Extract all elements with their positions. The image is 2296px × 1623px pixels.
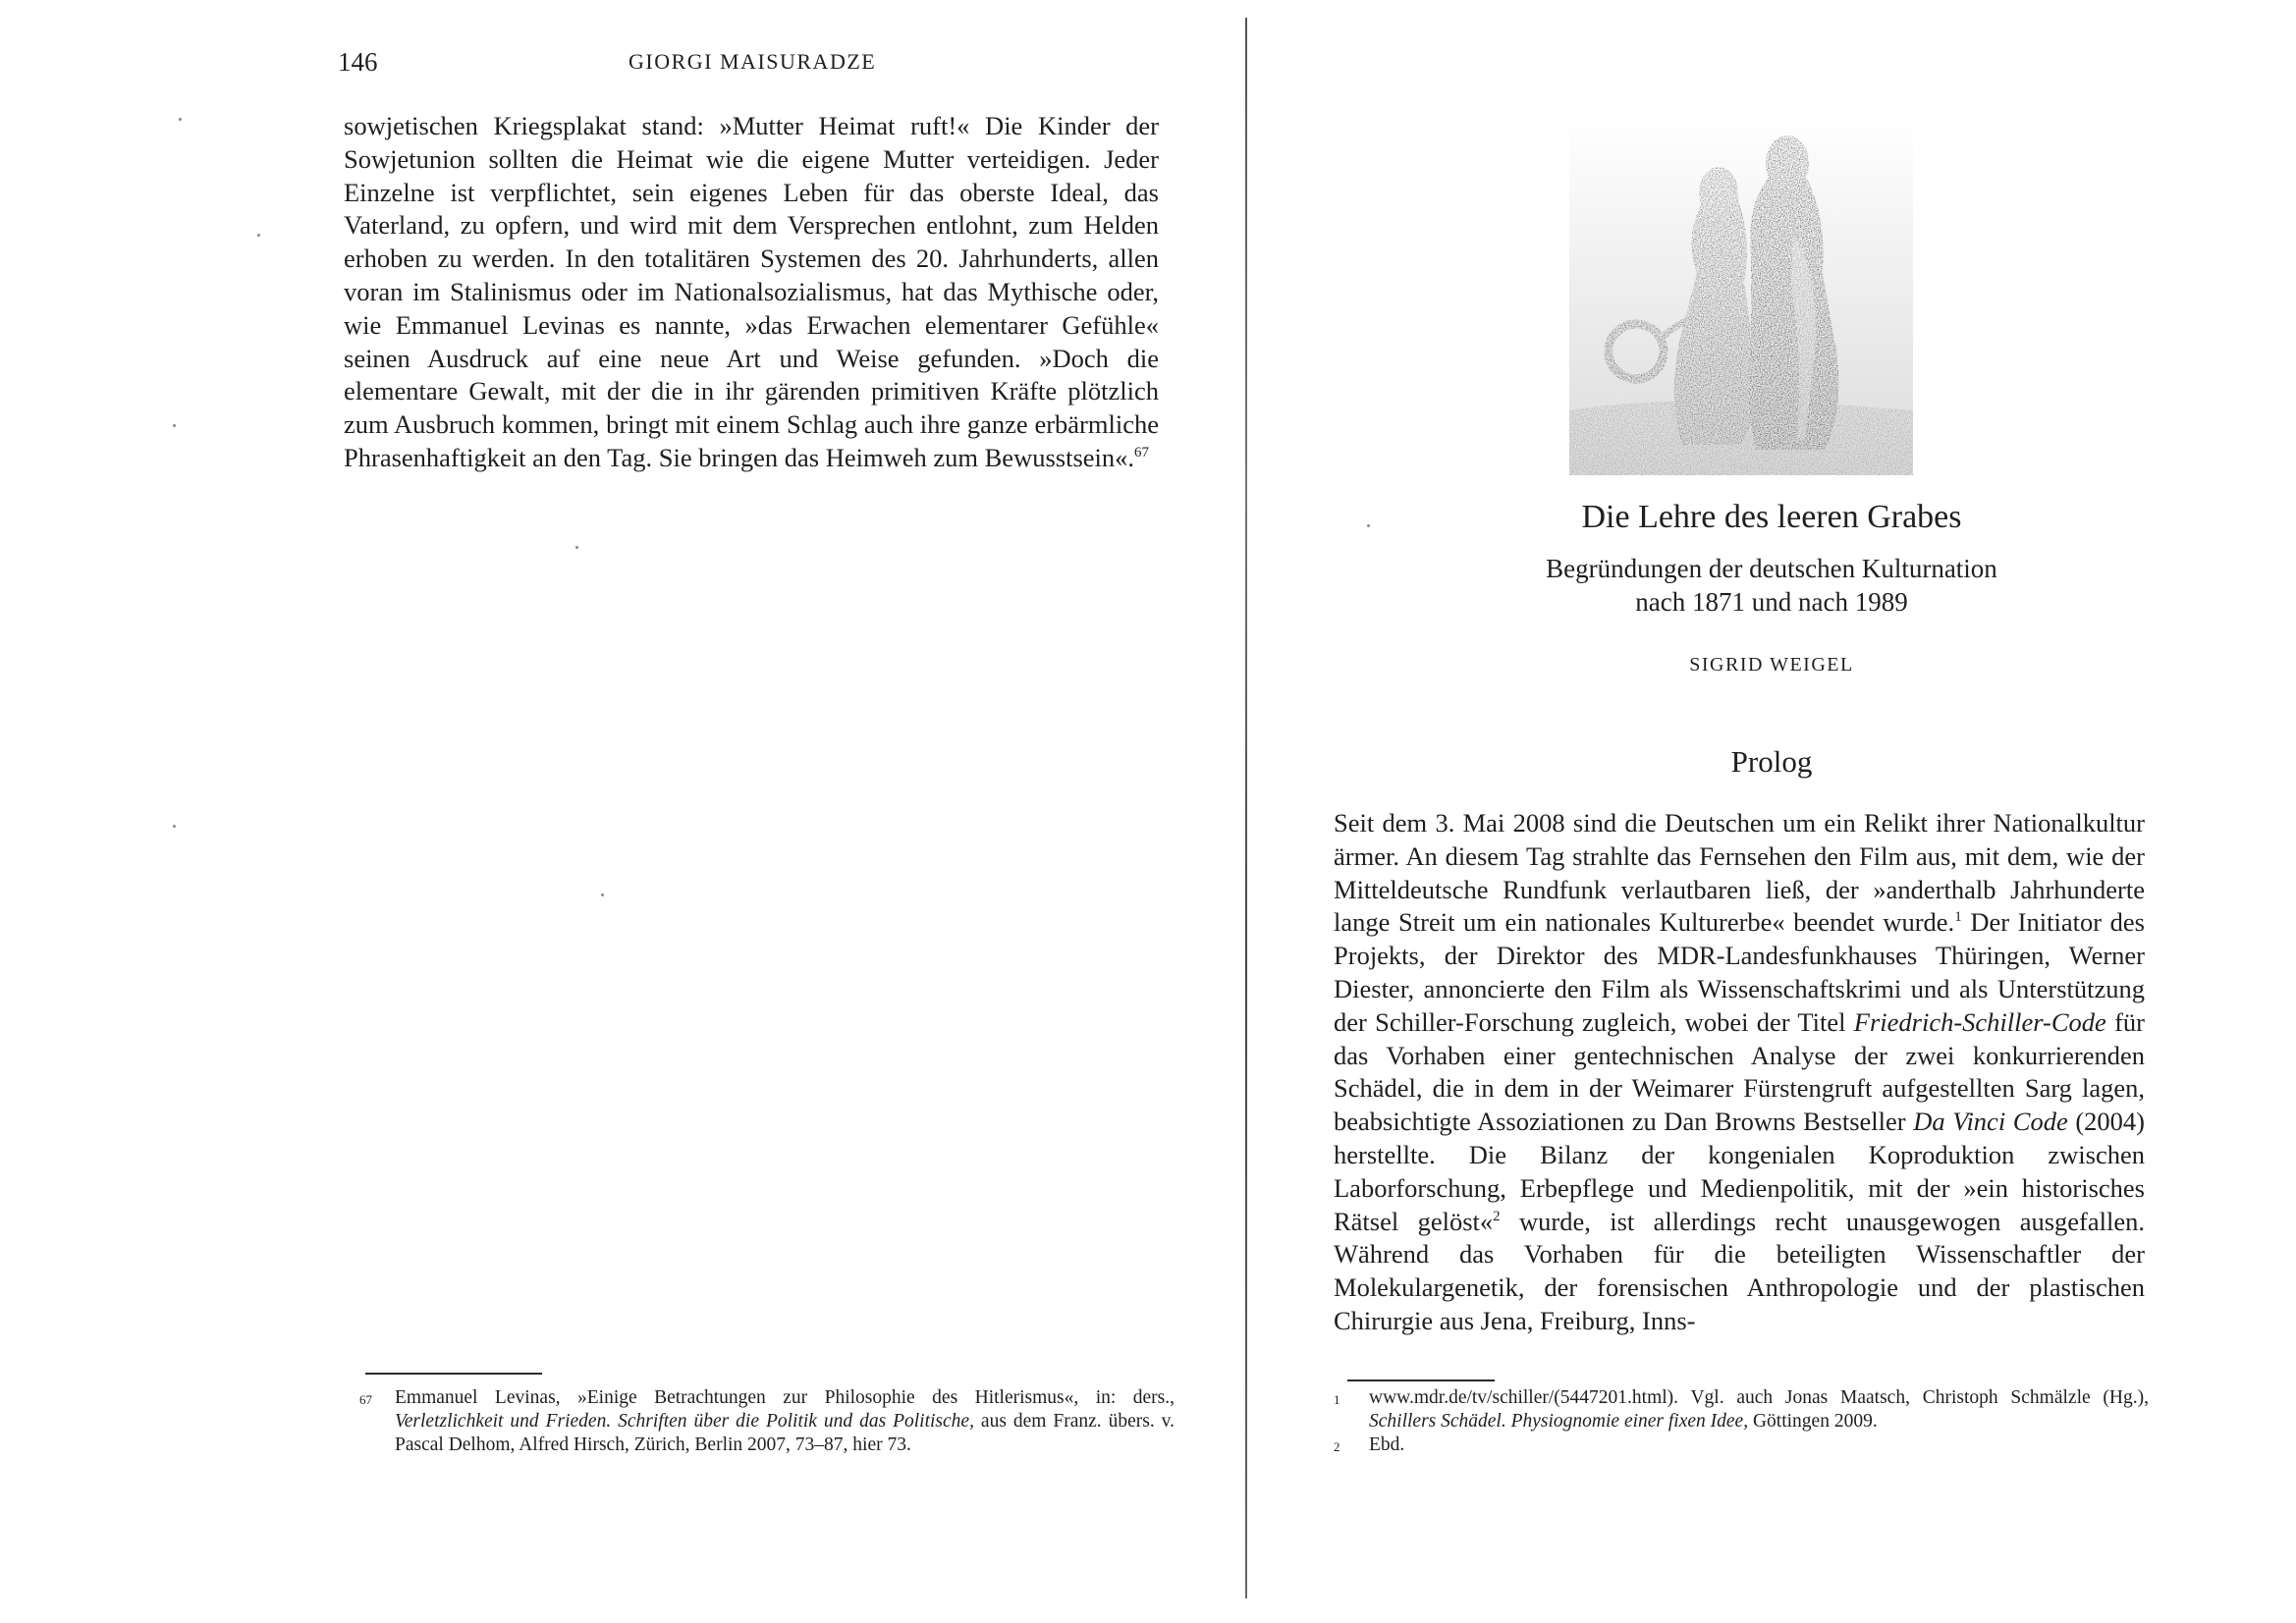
paragraph-text: Der Initiator des Projekts, der Direktor des MDR-Landesfunkhauses Thüringen, Werner Diester, annoncierte den Film als Wissenschaftskrimi und als Unterstützung der Schiller-Forschung zugleich, wobei der Titel <box>1334 907 2145 1037</box>
footnote-1 <box>1334 1386 2149 1434</box>
scan-speck <box>173 424 176 427</box>
footnote-2 <box>1334 1434 2149 1459</box>
footnote-text-part: www.mdr.de/tv/schiller/(5447201.html). Vgl. auch Jonas Maatsch, Christoph Schmälzle (Hg.), <box>1369 1387 2149 1408</box>
scan-speck <box>1367 524 1370 527</box>
left-paragraph <box>344 110 1159 475</box>
paragraph-text: Seit dem 3. Mai 2008 sind die Deutschen um ein Relikt ihrer Nationalkultur ärmer. An diesem Tag strahlte das Fernsehen den Film aus, mit dem, wie der Mitteldeutsche Rundfunk verlautbaren ließ, der »anderthalb Jahrhunderte lange Streit um ein nationales Kulturerbe« beendet wurde. <box>1334 808 2145 938</box>
footnote-italic-title: Verletzlichkeit und Frieden. Schriften über die Politik und das Politische, <box>395 1411 974 1432</box>
scan-speck <box>601 893 604 896</box>
footnote-text <box>395 1386 1175 1457</box>
article-title: Die Lehre des leeren Grabes <box>1581 499 1962 535</box>
footnote-text: Ebd. <box>1369 1434 1405 1455</box>
italic-title: Da Vinci Code <box>1913 1107 2068 1137</box>
article-subtitle <box>1247 552 2296 619</box>
footnote-text <box>1369 1386 2149 1434</box>
subtitle-line: Begründungen der deutschen Kulturnation <box>1546 554 1997 583</box>
subtitle-line: nach 1871 und nach 1989 <box>1635 587 1908 617</box>
scan-speck <box>575 546 578 549</box>
article-author: SIGRID WEIGEL <box>1689 654 1854 676</box>
footnote-number: 2 <box>1334 1439 1340 1454</box>
footnote-text-part: Emmanuel Levinas, »Einige Betrachtungen zur Philosophie des Hitlerismus«, in: ders., <box>395 1387 1175 1408</box>
right-paragraph <box>1334 807 2145 1338</box>
footnote-67 <box>359 1386 1175 1457</box>
left-body-text <box>344 110 1159 475</box>
scan-speck <box>173 825 176 828</box>
footnote-number: 1 <box>1334 1392 1340 1407</box>
footnote-ref-2: 2 <box>1493 1208 1501 1224</box>
footnote-ref-1: 1 <box>1954 909 1962 926</box>
footnote-rule <box>1347 1380 1495 1381</box>
footnote-rule <box>365 1373 542 1375</box>
footnote-text-part: aus dem Franz. übers. v. Pascal Delhom, Alfred Hirsch, Zürich, Berlin 2007, 73–87, hier 73. <box>395 1411 1175 1455</box>
paragraph-text: für das Vorhaben einer gentechnischen Analyse der zwei konkurrierenden Schädel, die in dem in der Weimarer Fürstengruft aufgestellten Sarg lagen, beabsichtigte Assoziationen zu Dan Browns Bestseller <box>1334 1006 2145 1137</box>
right-footnotes <box>1334 1386 2149 1459</box>
paragraph-text: wurde, ist allerdings recht unausgewogen ausgefallen. Während das Vorhaben für die beteiligten Wissenschaftler der Molekulargenetik, der forensischen Anthropologie und der plastischen Chirurgie aus Jena, Freiburg, Inns- <box>1334 1206 2145 1335</box>
footnote-italic-title: Schillers Schädel. Physiognomie einer fixen Idee, <box>1369 1411 1749 1432</box>
footnote-text-part: Göttingen 2009. <box>1748 1411 1878 1432</box>
left-footnotes <box>359 1386 1175 1457</box>
section-heading: Prolog <box>1730 744 1813 779</box>
left-paragraph-text: sowjetischen Kriegsplakat stand: »Mutter Heimat ruft!« Die Kinder der Sowjetunion sollten die Heimat wie die eigene Mutter verteidigen. Jeder Einzelne ist verpflichtet, sein eigenes Leben für das oberste Ideal, das Vaterland, zu opfern, und wird mit dem Versprechen entlohnt, zum Helden erhoben zu werden. In den totalitären Systemen des 20. Jahrhunderts, allen voran im Stalinismus oder im Nationalsozialismus, hat das Mythische oder, wie Emmanuel Levinas es nannte, »das Erwachen elementarer Gefühle« seinen Ausdruck auf eine neue Art und Weise gefunden. »Doch die elementare Gewalt, mit der die in ihr gärenden primitiven Kräfte plötzlich zum Ausbruch kommen, bringt mit einem Schlag auch ihre ganze erbärmliche Phrasenhaftigkeit an den Tag. Sie bringen das Heimweh zum Bewusstsein«. <box>344 111 1159 472</box>
italic-title: Friedrich-Schiller-Code <box>1853 1006 2106 1037</box>
footnote-number: 67 <box>359 1392 372 1407</box>
right-body-text <box>1334 807 2145 1338</box>
paragraph-text: (2004) herstellte. Die Bilanz der kongenialen Koproduktion zwischen Laborforschung, Erbepflege und Medienpolitik, mit der »ein historisches Rätsel gelöst« <box>1334 1107 2145 1236</box>
monument-photo <box>1569 116 1913 475</box>
scan-speck <box>257 234 260 237</box>
page-number: 146 <box>338 47 378 77</box>
footnote-ref-67: 67 <box>1134 445 1150 461</box>
scan-speck <box>179 118 182 121</box>
running-head: GIORGI MAISURADZE <box>629 49 877 74</box>
